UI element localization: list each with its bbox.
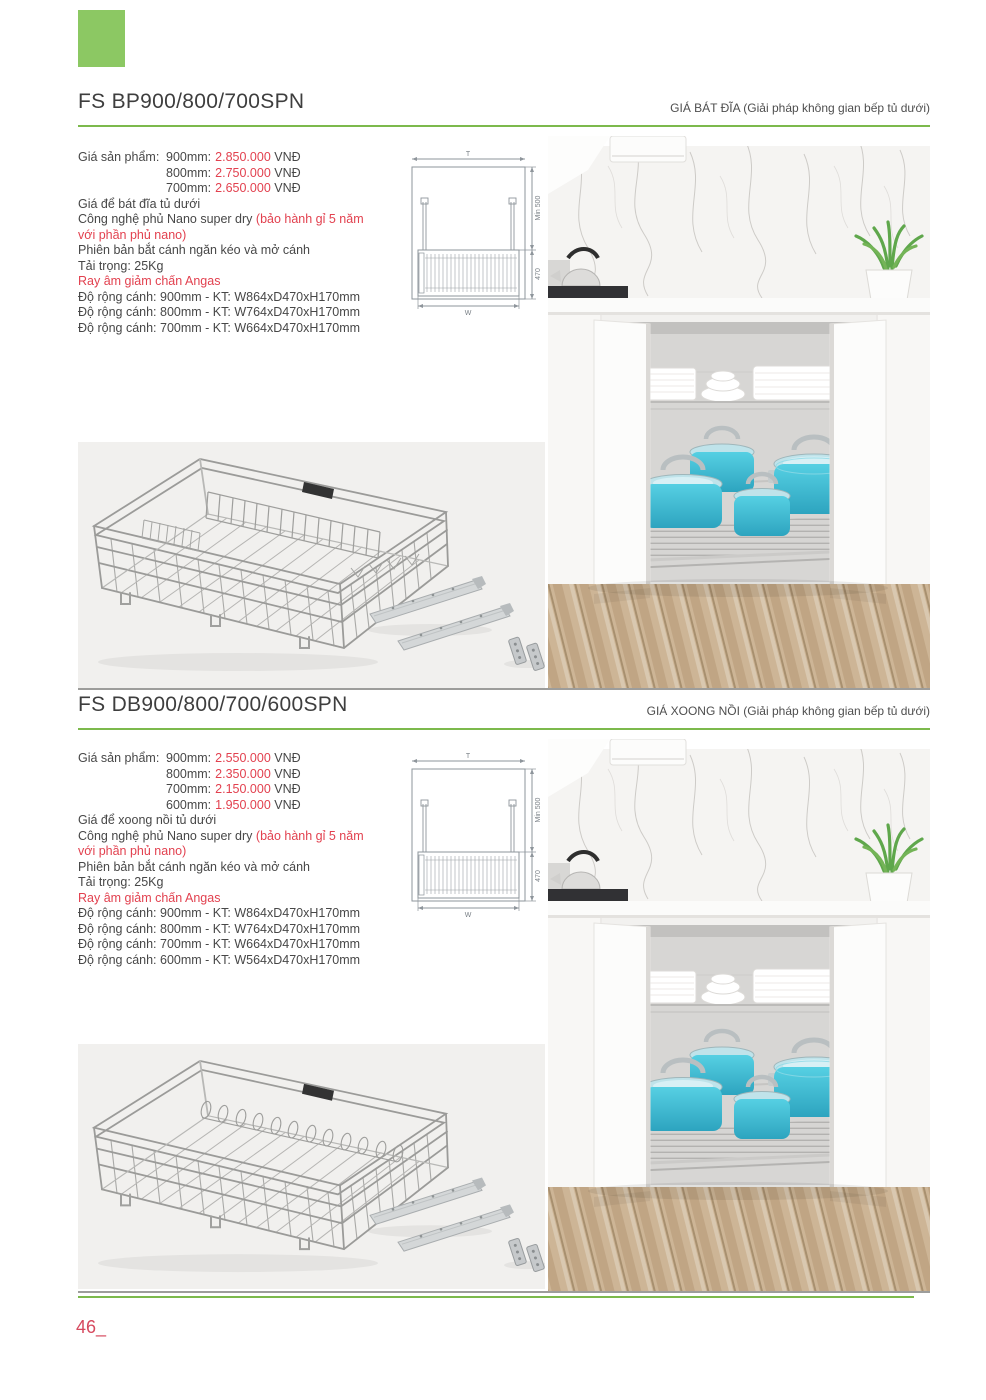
spec-line: Ray âm giảm chấn Angas [78,890,221,905]
spec-line: Ray âm giảm chấn Angas [78,274,221,288]
svg-text:W: W [464,310,472,316]
kitchen-photo [548,136,930,688]
spec-line: Giá để xoong nồi tủ dưới [78,813,217,827]
price-row: 600mm: 1.950.000 VNĐ [166,797,301,812]
title-underline [78,728,930,730]
section-divider [78,688,930,690]
price-row: 700mm: 2.150.000 VNĐ [166,782,301,796]
svg-text:Min 500: Min 500 [535,797,542,823]
spec-line: Độ rộng cánh: 800mm - KT: W764xD470xH170mm [78,921,361,936]
svg-text:T: T [465,151,471,158]
technical-diagram [398,146,544,316]
technical-diagram [398,748,544,918]
kitchen-photo [548,739,930,1291]
spec-line: Tải trọng: 25Kg [78,875,164,889]
svg-text:Min 500: Min 500 [535,195,542,221]
price-row: 800mm: 2.350.000 VNĐ [166,766,301,781]
spec-line: Phiên bản bắt cánh ngăn kéo và mở cánh [78,243,310,257]
product-specs [78,751,400,968]
svg-text:470: 470 [535,870,542,882]
spec-line: Độ rộng cánh: 900mm - KT: W864xD470xH170mm [78,289,361,304]
spec-line: với phần phủ nano) [78,844,187,858]
title-underline [78,125,930,127]
spec-line: Công nghệ phủ Nano super dry (bảo hành gỉ 5 năm [78,212,364,226]
svg-text:470: 470 [535,268,542,280]
price-row: Giá sản phẩm: 900mm: 2.550.000 VNĐ [78,751,301,765]
spec-line: Độ rộng cánh: 900mm - KT: W864xD470xH170mm [78,906,361,920]
svg-text:W: W [464,912,472,918]
section-divider [78,1291,930,1293]
product-photo-pot-basket [78,1044,545,1289]
price-row: 800mm: 2.750.000 VNĐ [166,165,301,180]
product-code-title: FS BP900/800/700SPN [78,90,305,113]
spec-line: Phiên bản bắt cánh ngăn kéo và mở cánh [78,859,310,874]
spec-line: Độ rộng cánh: 700mm - KT: W664xD470xH170mm [78,937,361,951]
price-row: Giá sản phẩm: 900mm: 2.850.000 VNĐ [78,150,301,164]
page-number: 46_ [76,1317,107,1337]
spec-line: Độ rộng cánh: 700mm - KT: W664xD470xH170mm [78,320,361,335]
spec-line: Giá để bát đĩa tủ dưới [78,196,201,211]
price-row: 700mm: 2.650.000 VNĐ [166,181,301,195]
category-label: GIÁ XOONG NỒI (Giải pháp không gian bếp tủ dưới) [646,704,930,718]
product-code-title: FS DB900/800/700/600SPN [78,693,348,716]
spec-line: Độ rộng cánh: 600mm - KT: W564xD470xH170mm [78,952,361,967]
svg-text:T: T [465,753,471,760]
spec-line: Tải trọng: 25Kg [78,258,164,273]
spec-line: Độ rộng cánh: 800mm - KT: W764xD470xH170mm [78,305,361,319]
product-specs [78,150,400,336]
spec-line: Công nghệ phủ Nano super dry (bảo hành gỉ 5 năm [78,828,364,843]
footer-rule [78,1296,914,1298]
category-label: GIÁ BÁT ĐĨA (Giải pháp không gian bếp tủ dưới) [670,101,930,115]
product-photo-dish-rack [78,442,545,688]
spec-line: với phần phủ nano) [78,227,187,242]
page-corner-accent [78,10,125,67]
